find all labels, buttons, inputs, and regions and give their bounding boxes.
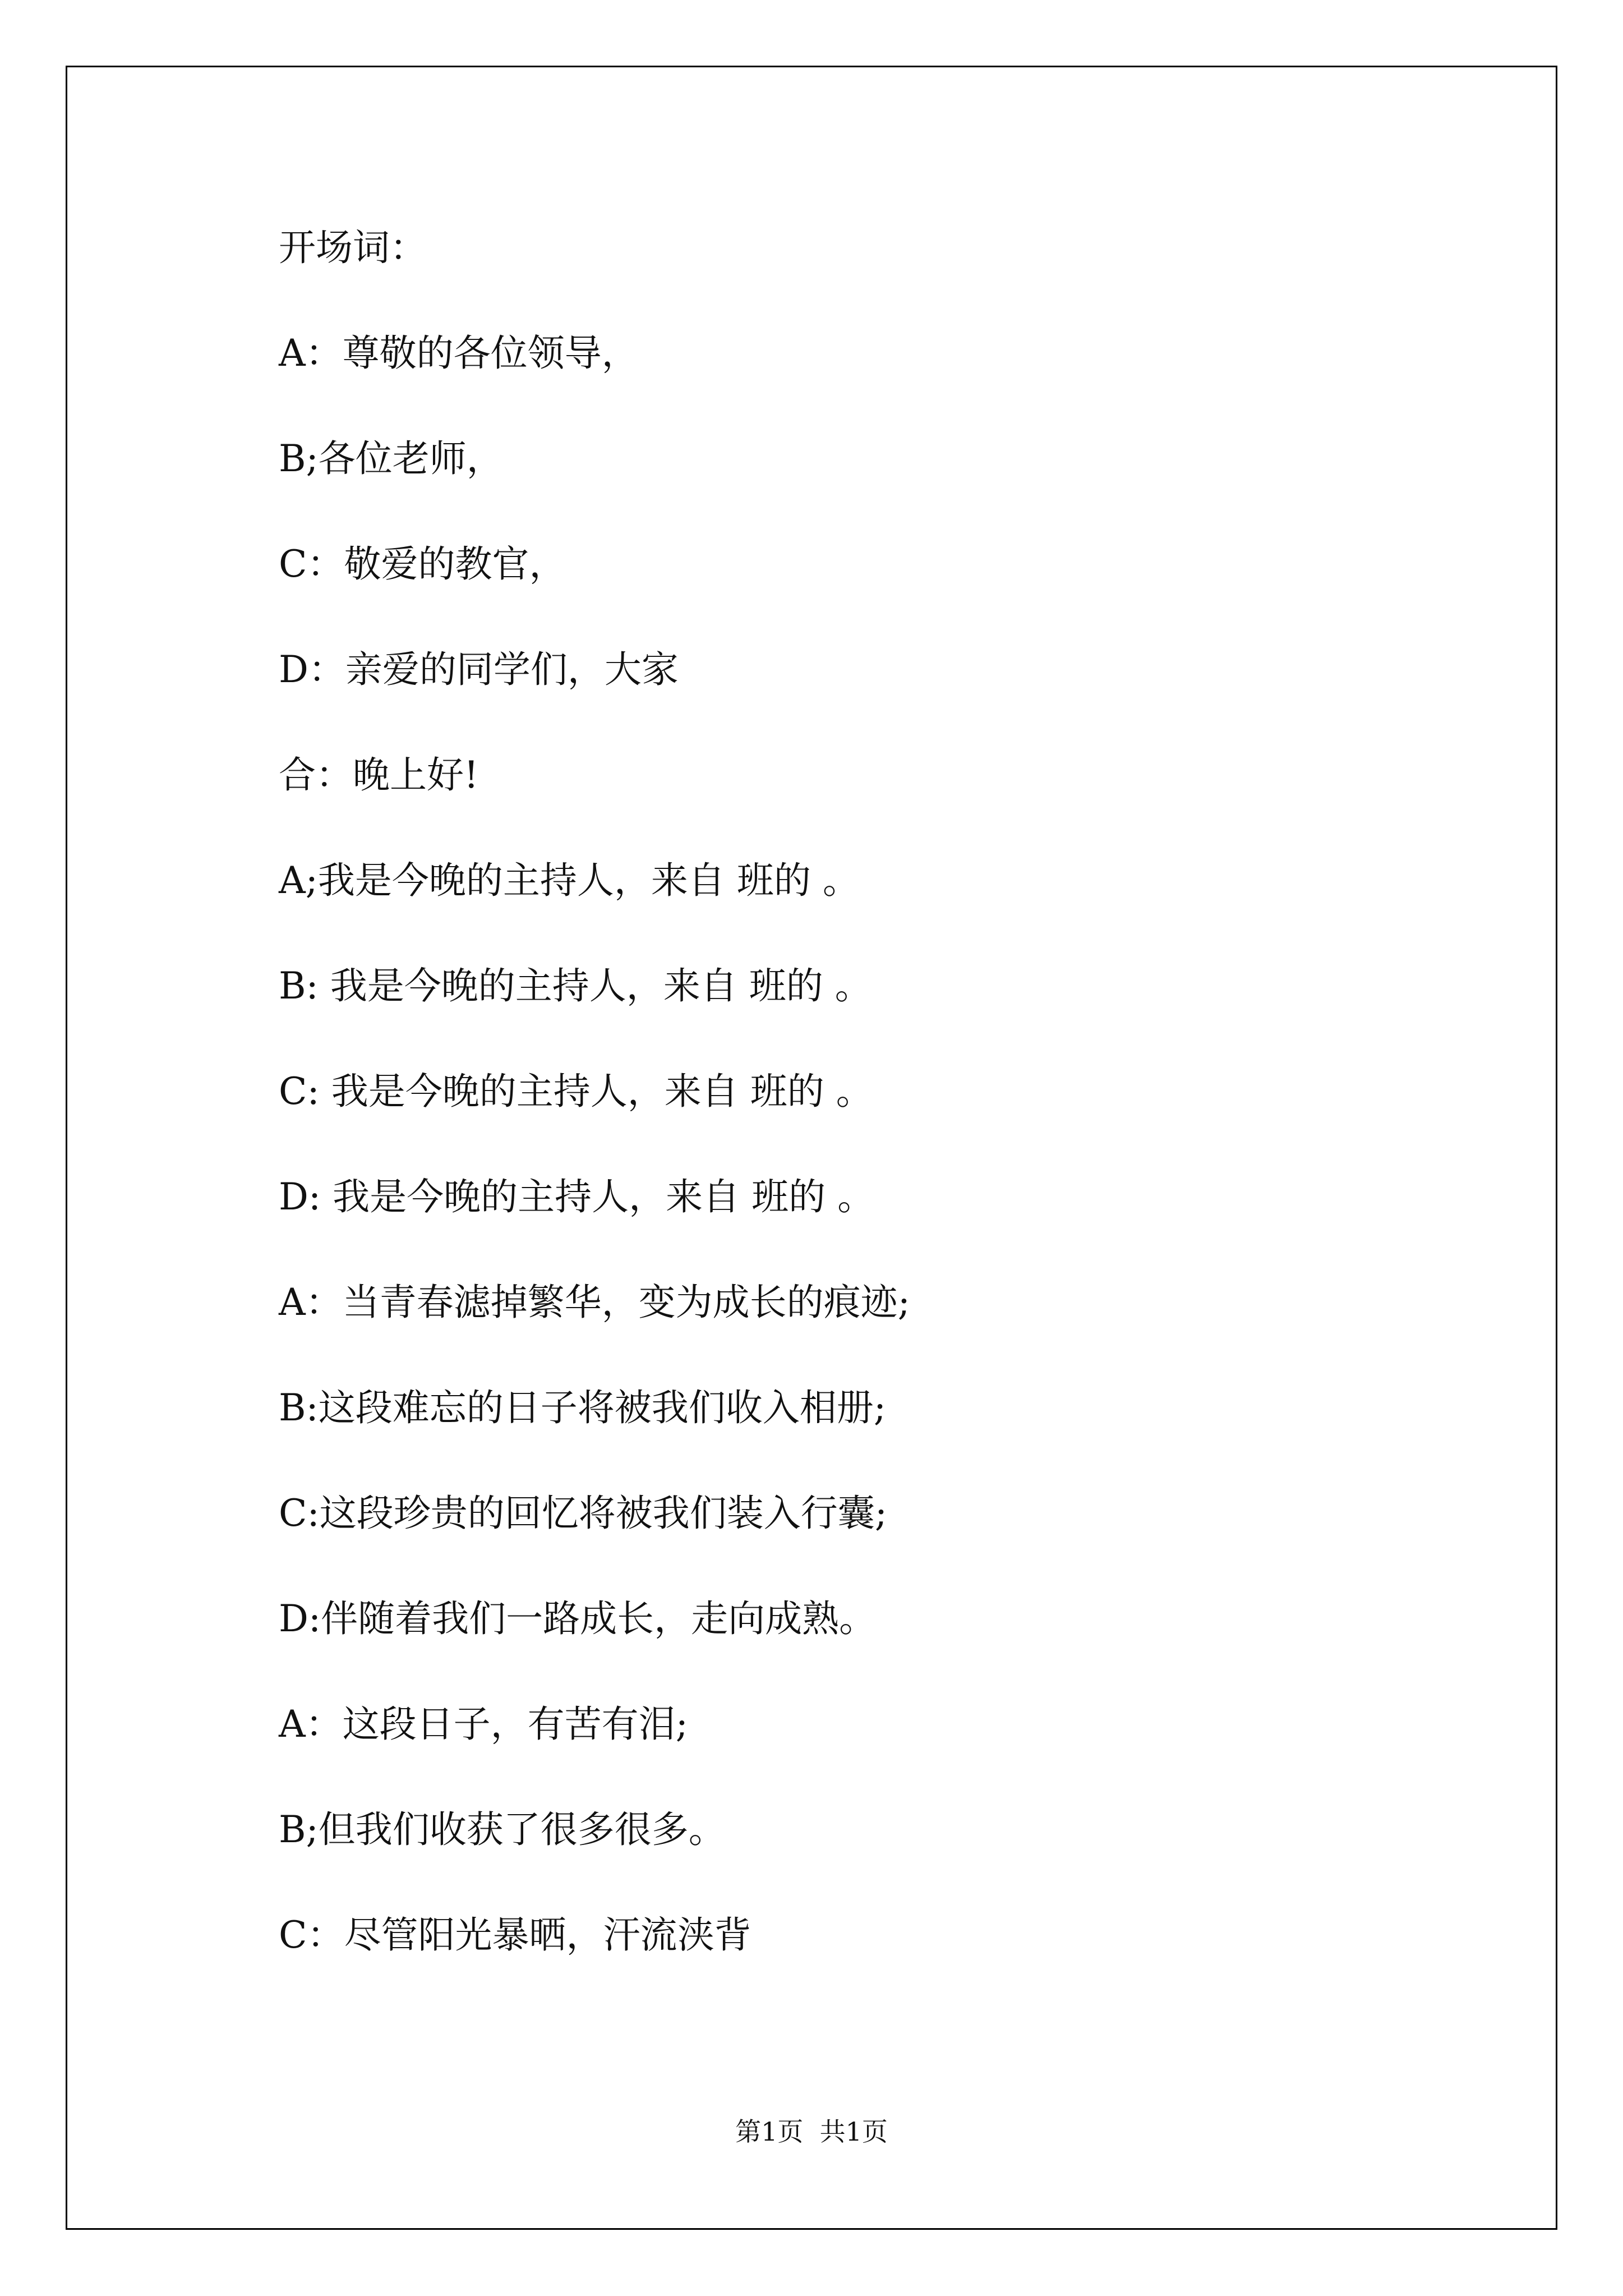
text-line: 合：晚上好! — [279, 753, 479, 797]
text-line: C:这段珍贵的回忆将被我们装入行囊; — [279, 1492, 887, 1535]
text-line: D：亲爱的同学们，大家 — [279, 648, 679, 691]
text-line: A：尊敬的各位领导， — [279, 332, 639, 375]
text-line: A：当青春滤掉繁华，变为成长的痕迹; — [279, 1281, 910, 1324]
text-line: B;但我们收获了很多很多。 — [279, 1808, 726, 1851]
text-line: B;各位老师， — [279, 437, 504, 480]
text-line: A：这段日子，有苦有泪; — [279, 1703, 688, 1746]
text-line: C：敬爱的教官， — [279, 542, 566, 586]
text-line: B:这段难忘的日子将被我们收入相册; — [279, 1386, 886, 1429]
text-line-opening-title: 开场词： — [279, 226, 427, 269]
text-line: C: 我是今晚的主持人，来自 班的 。 — [279, 1070, 873, 1113]
page-number-footer: 第1页 共1页 — [735, 2116, 888, 2147]
document-body — [279, 223, 1456, 2016]
text-line: D:伴随着我们一路成长，走向成熟。 — [279, 1597, 877, 1640]
text-line: B: 我是今晚的主持人，来自 班的 。 — [279, 964, 872, 1007]
text-line: A;我是今晚的主持人，来自 班的 。 — [279, 859, 860, 902]
text-line: C：尽管阳光暴晒，汗流浃背 — [279, 1913, 751, 1957]
text-line: D: 我是今晚的主持人，来自 班的 。 — [279, 1175, 875, 1218]
